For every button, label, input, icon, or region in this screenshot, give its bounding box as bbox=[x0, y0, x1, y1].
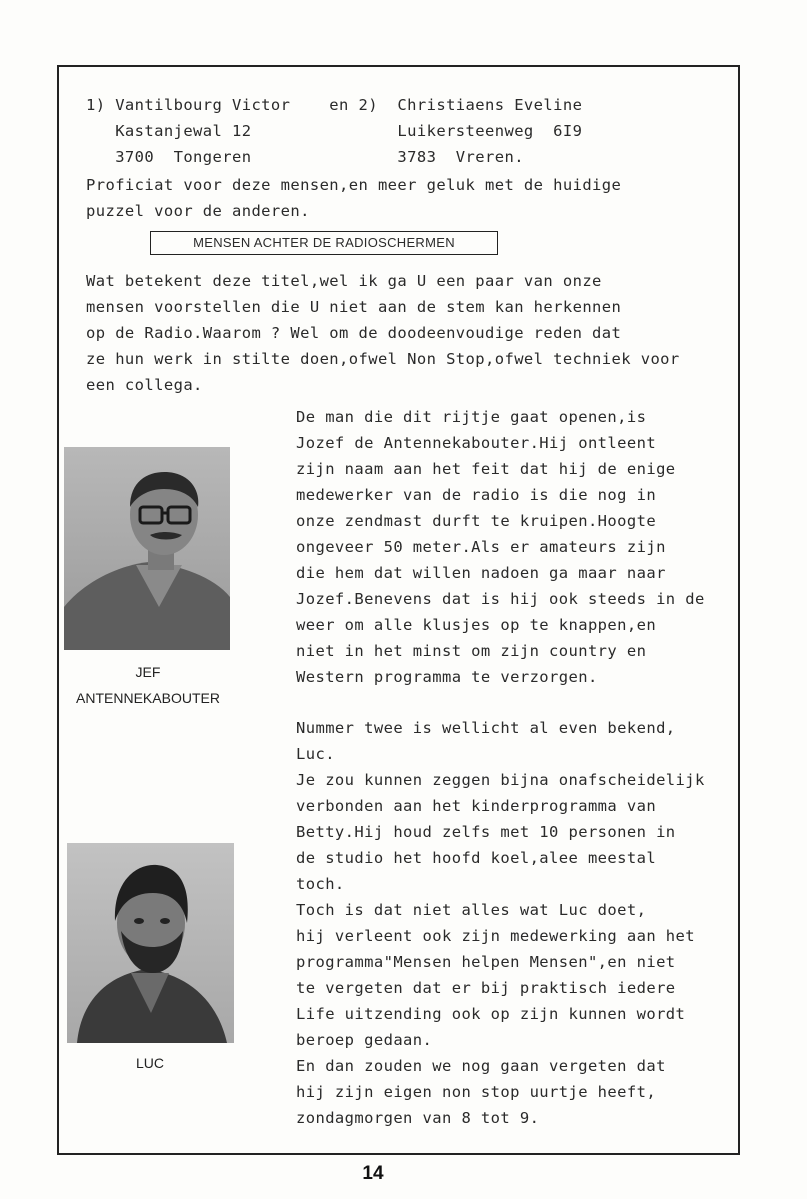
jozef-line: ongeveer 50 meter.Als er amateurs zijn bbox=[296, 538, 666, 556]
intro-line: een collega. bbox=[86, 376, 203, 394]
luc-line: toch. bbox=[296, 875, 345, 893]
luc-line: verbonden aan het kinderprogramma van bbox=[296, 797, 657, 815]
jozef-line: De man die dit rijtje gaat openen,is bbox=[296, 408, 647, 426]
luc-line: Life uitzending ook op zijn kunnen wordt bbox=[296, 1005, 686, 1023]
address-line-3: 3700 Tongeren 3783 Vreren. bbox=[86, 148, 524, 166]
jozef-line: Western programma te verzorgen. bbox=[296, 668, 598, 686]
luc-line: Toch is dat niet alles wat Luc doet, bbox=[296, 901, 647, 919]
jozef-line: zijn naam aan het feit dat hij de enige bbox=[296, 460, 676, 478]
luc-line: Nummer twee is wellicht al even bekend, bbox=[296, 719, 676, 737]
jozef-line: medewerker van de radio is die nog in bbox=[296, 486, 657, 504]
jozef-line: onze zendmast durft te kruipen.Hoogte bbox=[296, 512, 657, 530]
luc-caption: LUC bbox=[135, 1055, 164, 1071]
luc-line: Luc. bbox=[296, 745, 335, 763]
luc-line: hij verleent ook zijn medewerking aan het bbox=[296, 927, 696, 945]
congrats-line-2: puzzel voor de anderen. bbox=[86, 202, 310, 220]
section-title: MENSEN ACHTER DE RADIOSCHERMEN bbox=[150, 231, 498, 255]
intro-line: Wat betekent deze titel,wel ik ga U een paar van onze bbox=[86, 272, 602, 290]
jozef-line: Jozef de Antennekabouter.Hij ontleent bbox=[296, 434, 657, 452]
jozef-line: niet in het minst om zijn country en bbox=[296, 642, 647, 660]
jozef-line: Jozef.Benevens dat is hij ook steeds in de bbox=[296, 590, 705, 608]
luc-line: programma"Mensen helpen Mensen",en niet bbox=[296, 953, 676, 971]
intro-line: mensen voorstellen die U niet aan de stem kan herkennen bbox=[86, 298, 622, 316]
address-line-1: 1) Vantilbourg Victor en 2) Christiaens Eveline bbox=[86, 96, 583, 114]
congrats-line-1: Proficiat voor deze mensen,en meer geluk met de huidige bbox=[86, 176, 622, 194]
jef-caption-title: ANTENNEKABOUTER bbox=[76, 690, 220, 706]
intro-line: op de Radio.Waarom ? Wel om de doodeenvoudige reden dat bbox=[86, 324, 622, 342]
page-number: 14 bbox=[362, 1163, 384, 1184]
luc-photo bbox=[67, 843, 234, 1043]
luc-line: de studio het hoofd koel,alee meestal bbox=[296, 849, 657, 867]
luc-line: zondagmorgen van 8 tot 9. bbox=[296, 1109, 540, 1127]
luc-line: En dan zouden we nog gaan vergeten dat bbox=[296, 1057, 666, 1075]
jef-photo bbox=[64, 447, 230, 650]
luc-line: Je zou kunnen zeggen bijna onafscheidelijk bbox=[296, 771, 705, 789]
luc-line: beroep gedaan. bbox=[296, 1031, 433, 1049]
jozef-line: die hem dat willen nadoen ga maar naar bbox=[296, 564, 666, 582]
intro-line: ze hun werk in stilte doen,ofwel Non Stop,ofwel techniek voor bbox=[86, 350, 680, 368]
jef-caption-name: JEF bbox=[135, 664, 161, 680]
jozef-line: weer om alle klusjes op te knappen,en bbox=[296, 616, 657, 634]
address-line-2: Kastanjewal 12 Luikersteenweg 6I9 bbox=[86, 122, 583, 140]
luc-line: Betty.Hij houd zelfs met 10 personen in bbox=[296, 823, 676, 841]
luc-line: te vergeten dat er bij praktisch iedere bbox=[296, 979, 676, 997]
luc-line: hij zijn eigen non stop uurtje heeft, bbox=[296, 1083, 657, 1101]
